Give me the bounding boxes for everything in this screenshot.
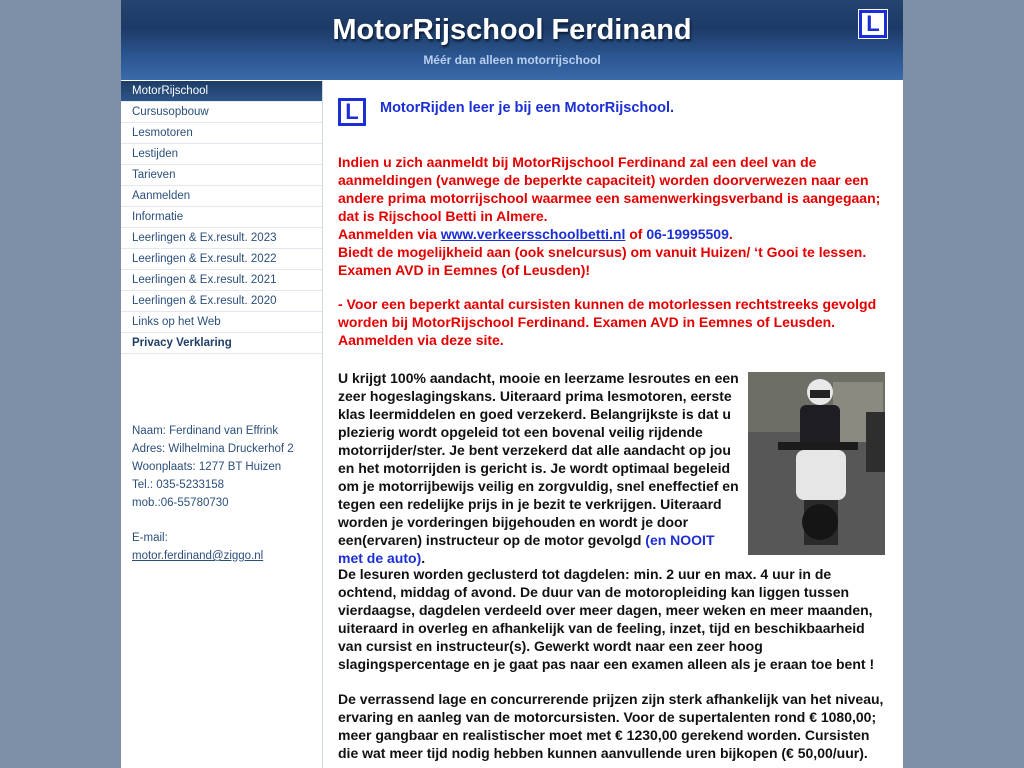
contact-name: Naam: Ferdinand van Effrink: [132, 425, 279, 437]
main-content: [322, 81, 903, 768]
notice-redirect: Indien u zich aanmeldt bij MotorRijschool Ferdinand zal een deel van de aanmeldingen (vanwege de beperkte capaciteit) worden doorverwezen naar een andere prima motorrijschool waarmee een samenwerkingsverband is aangegaan; dat is Rijschool Betti in Almere. Aanmelden via www.verkeersschoolbetti.nl of 06-19995509. Biedt de mogelijkheid aan (ook snelcursus) om vanuit Huizen/ ‘t Gooi te lessen. Examen AVD in Eemnes (of Leusden)!: [338, 154, 881, 278]
nav-item-lestijden[interactable]: Lestijden: [121, 144, 322, 165]
nav-item-motorrijschool[interactable]: MotorRijschool: [121, 81, 322, 102]
site-subtitle: Méér dan alleen motorrijschool: [423, 53, 601, 67]
nav-item-tarieven[interactable]: Tarieven: [121, 165, 322, 186]
site-header: [121, 0, 903, 81]
nav-item-lesmotoren[interactable]: Lesmotoren: [121, 123, 322, 144]
nav-item-results-2020[interactable]: Leerlingen & Ex.result. 2020: [121, 291, 322, 312]
betti-phone: 06-19995509: [646, 226, 729, 242]
learner-plate-icon: L: [337, 97, 367, 127]
page-heading: MotorRijden leer je bij een MotorRijschool.: [380, 100, 675, 116]
intro-paragraph: U krijgt 100% aandacht, mooie en leerzame lesroutes en een zeer hogeslagingskans. Uiteraard prima lesmotoren, eerste klas leermiddelen en goed verzekerd. Belangrijkste is dat u plezierig wordt opgeleid tot een bovenal veilig rijdende motorrijder/ster. Je bent verzekerd dat alle aandacht op jou en het motorrijden is gericht is. Je wordt optimaal begeleid om je motorrijbewijs veilig en zorgvuldig, snel eneffectief en tegen een redelijke prijs in je bezit te verkrijgen. Uiteraard worden je vorderingen bijgehouden en wordt je door een(ervaren) instructeur op de motor gevolgd (en NOOIT met de auto).: [338, 370, 739, 566]
nav-item-results-2023[interactable]: Leerlingen & Ex.result. 2023: [121, 228, 322, 249]
notice-direct: - Voor een beperkt aantal cursisten kunnen de motorlessen rechtstreeks gevolgd worden bij MotorRijschool Ferdinand. Examen AVD in Eemnes of Leusden. Aanmelden via deze site.: [338, 296, 877, 348]
sidebar-nav: [121, 81, 322, 768]
contact-email-label: E-mail:: [132, 532, 168, 544]
contact-tel: Tel.: 035-5233158: [132, 479, 225, 491]
contact-mob: mob.:06-55780730: [132, 497, 229, 509]
never-car-note: (en NOOIT met de auto): [338, 532, 715, 566]
nav-item-informatie[interactable]: Informatie: [121, 207, 322, 228]
student-on-motorbike-photo: [748, 372, 885, 555]
contact-city: Woonplaats: 1277 BT Huizen: [132, 461, 282, 473]
pricing-paragraph: De verrassend lage en concurrerende prijzen zijn sterk afhankelijk van het niveau, ervaring en aanleg van de motorcursisten. Voor de supertalenten rond € 1080,00; meer gangbaar en realistischer moet met € 1230,00 gerekend worden. Cursisten die wat meer tijd nodig hebben kunnen aanvullende uren bijkopen (€ 50,00/uur).: [338, 691, 884, 761]
contact-email-link[interactable]: motor.ferdinand@ziggo.nl: [132, 550, 264, 562]
site-title: MotorRijschool Ferdinand: [332, 14, 692, 46]
schedule-paragraph: De lesuren worden geclusterd tot dagdelen: min. 2 uur en max. 4 uur in de ochtend, middag of avond. De duur van de motoropleiding kan liggen tussen vierdaagse, dagdelen verdeeld over meer dagen, meer weken en meer maanden, uiteraard in overleg en afhankelijk van de feeling, inzet, tijd en beschikbaarheid van cursist en instructeur(s). Gewerkt wordt naar een zeer hoog slagingspercentage en je gaat pas naar een examen alleen als je eraan toe bent !: [338, 566, 875, 672]
nav-item-results-2021[interactable]: Leerlingen & Ex.result. 2021: [121, 270, 322, 291]
page-wrapper: [121, 0, 903, 768]
nav-item-privacy[interactable]: Privacy Verklaring: [121, 333, 322, 354]
contact-info: [132, 422, 294, 565]
contact-address: Adres: Wilhelmina Druckerhof 2: [132, 443, 294, 455]
betti-link[interactable]: www.verkeersschoolbetti.nl: [440, 226, 626, 242]
nav-item-aanmelden[interactable]: Aanmelden: [121, 186, 322, 207]
nav-item-cursusopbouw[interactable]: Cursusopbouw: [121, 102, 322, 123]
nav-item-results-2022[interactable]: Leerlingen & Ex.result. 2022: [121, 249, 322, 270]
nav-item-links[interactable]: Links op het Web: [121, 312, 322, 333]
learner-plate-icon: L: [858, 9, 888, 39]
